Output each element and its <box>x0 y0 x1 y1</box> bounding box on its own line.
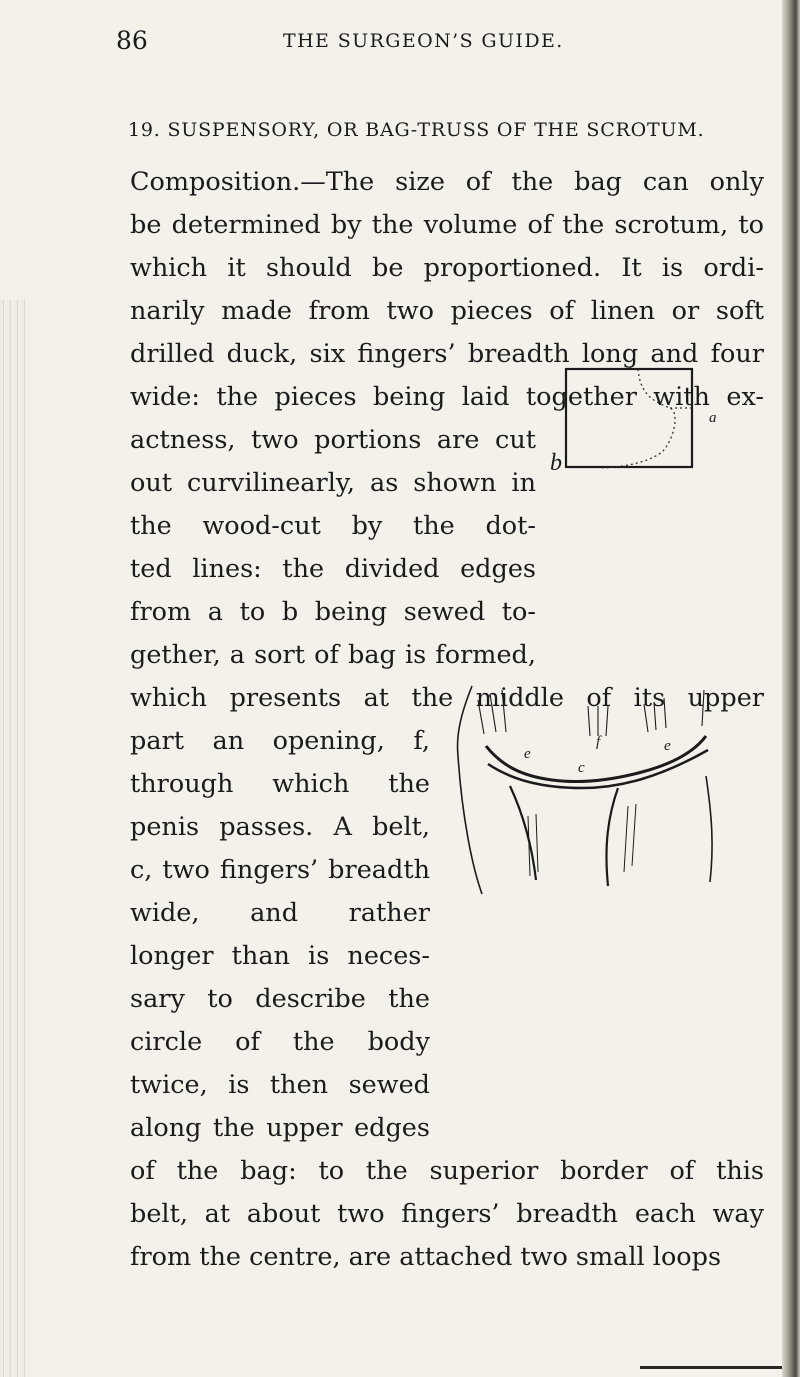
page-header <box>0 26 800 62</box>
label-f: f <box>596 734 601 750</box>
text-line: penis passes. A belt, <box>130 812 430 842</box>
hatching <box>478 690 506 734</box>
suspensory-bag-figure <box>432 676 732 898</box>
text-line: c, two fingers’ breadth <box>130 855 430 885</box>
label-e-right: e <box>664 738 671 754</box>
text-line: the wood-cut by the dot- <box>130 511 536 541</box>
bag-pattern-figure <box>520 360 750 480</box>
bag-right-edge <box>606 788 618 886</box>
text-line: narily made from two pieces of linen or soft <box>130 296 764 326</box>
text-line: which it should be proportioned. It is ordi- <box>130 253 764 283</box>
text-line: from the centre, are attached two small loops <box>130 1242 722 1272</box>
cut-line-dotted <box>602 369 675 468</box>
text-line: Composition.—The size of the bag can only <box>130 167 764 197</box>
left-side-line <box>458 686 482 894</box>
text-line: of the bag: to the superior border of this <box>130 1156 764 1186</box>
text-line: be determined by the volume of the scrotum, to <box>130 210 764 240</box>
section-title: 19. SUSPENSORY, OR BAG-TRUSS OF THE SCROTUM. <box>128 119 705 141</box>
text-line: wide: the pieces being laid together with ex- <box>130 382 764 412</box>
text-line: twice, is then sewed <box>130 1070 430 1100</box>
hatching <box>644 690 704 732</box>
label-e-left: e <box>524 746 531 762</box>
belt-lower-edge <box>488 750 708 788</box>
page-edge <box>782 0 800 1377</box>
text-line: which presents at the middle of its upper <box>130 683 764 713</box>
text-line: ted lines: the divided edges <box>130 554 536 584</box>
text-line: along the upper edges <box>130 1113 430 1143</box>
bag-left-edge <box>510 786 536 880</box>
right-side-line <box>706 776 712 882</box>
text-line: wide, and rather <box>130 898 430 928</box>
hatching <box>588 706 608 736</box>
page-number: 86 <box>116 26 148 55</box>
text-line: part an opening, f, <box>130 726 430 756</box>
hatching <box>528 804 636 876</box>
text-line: actness, two portions are cut <box>130 425 536 455</box>
text-line: sary to describe the <box>130 984 430 1014</box>
bottom-rule <box>640 1366 782 1369</box>
text-line: gether, a sort of bag is formed, <box>130 640 536 670</box>
text-line: through which the <box>130 769 430 799</box>
text-line: belt, at about two fingers’ breadth each way <box>130 1199 764 1229</box>
label-b: b <box>550 450 562 476</box>
pattern-outline <box>566 369 692 467</box>
text-line: out curvilinearly, as shown in <box>130 468 536 498</box>
text-line: drilled duck, six fingers’ breadth long and four <box>130 339 764 369</box>
page-gutter-shadow <box>0 300 26 1377</box>
text-line: from a to b being sewed to- <box>130 597 536 627</box>
running-head: THE SURGEON’S GUIDE. <box>283 30 564 52</box>
label-c: c <box>578 760 585 776</box>
text-line: circle of the body <box>130 1027 430 1057</box>
text-line: longer than is neces- <box>130 941 430 971</box>
label-a: a <box>709 410 717 426</box>
